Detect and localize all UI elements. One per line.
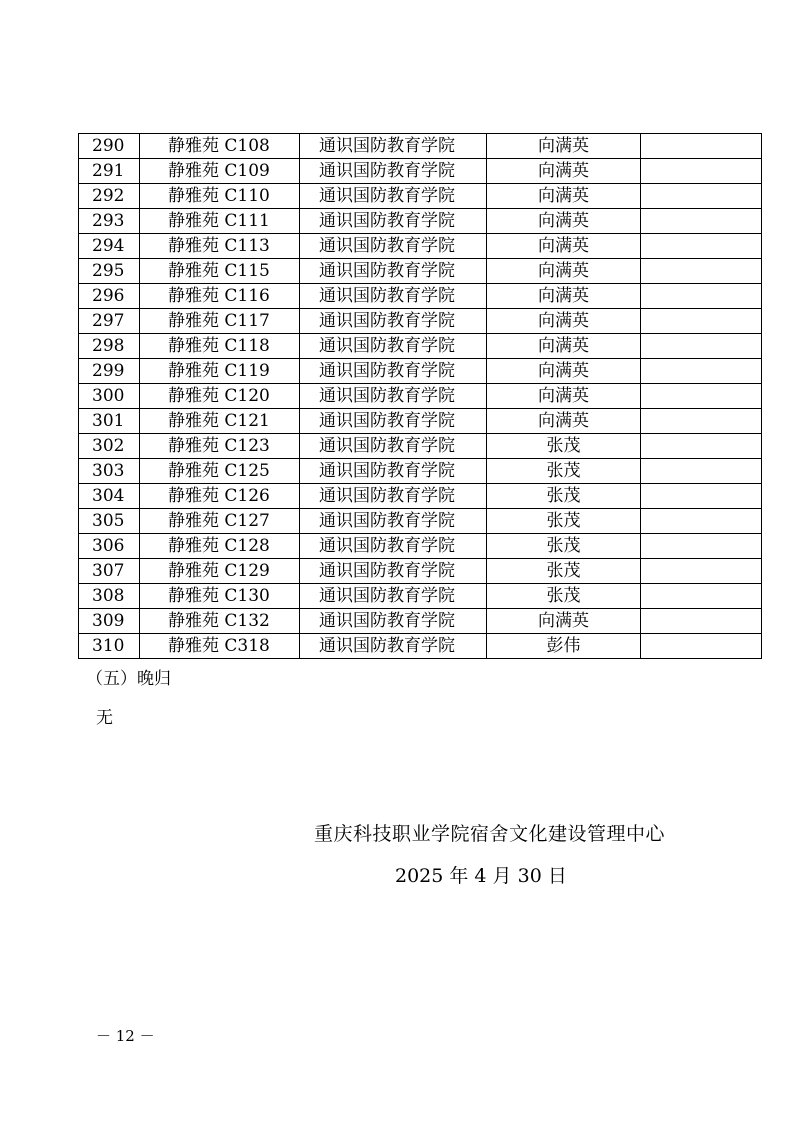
cell-person: 向满英 xyxy=(487,259,641,284)
cell-number: 308 xyxy=(79,584,140,609)
cell-college: 通识国防教育学院 xyxy=(300,284,487,309)
cell-note xyxy=(641,509,762,534)
cell-person: 向满英 xyxy=(487,609,641,634)
cell-note xyxy=(641,334,762,359)
cell-number: 299 xyxy=(79,359,140,384)
cell-college: 通识国防教育学院 xyxy=(300,559,487,584)
table-row xyxy=(79,559,762,584)
cell-number: 310 xyxy=(79,634,140,659)
cell-number: 307 xyxy=(79,559,140,584)
table-row xyxy=(79,459,762,484)
cell-person: 向满英 xyxy=(487,384,641,409)
cell-person: 张茂 xyxy=(487,534,641,559)
table-row xyxy=(79,334,762,359)
cell-note xyxy=(641,134,762,159)
cell-number: 306 xyxy=(79,534,140,559)
cell-note xyxy=(641,559,762,584)
cell-college: 通识国防教育学院 xyxy=(300,434,487,459)
section-body: 无 xyxy=(96,708,113,728)
cell-note xyxy=(641,209,762,234)
table-row xyxy=(79,259,762,284)
records-table xyxy=(78,133,762,659)
table-row xyxy=(79,209,762,234)
cell-college: 通识国防教育学院 xyxy=(300,209,487,234)
cell-note xyxy=(641,284,762,309)
cell-college: 通识国防教育学院 xyxy=(300,159,487,184)
cell-college: 通识国防教育学院 xyxy=(300,409,487,434)
cell-person: 向满英 xyxy=(487,409,641,434)
cell-person: 向满英 xyxy=(487,309,641,334)
cell-number: 297 xyxy=(79,309,140,334)
cell-room: 静雅苑 C130 xyxy=(140,584,300,609)
cell-note xyxy=(641,384,762,409)
cell-room: 静雅苑 C129 xyxy=(140,559,300,584)
cell-college: 通识国防教育学院 xyxy=(300,309,487,334)
table-row xyxy=(79,284,762,309)
cell-room: 静雅苑 C125 xyxy=(140,459,300,484)
table-row xyxy=(79,509,762,534)
table-row xyxy=(79,309,762,334)
records-table-container xyxy=(78,133,761,659)
table-row xyxy=(79,434,762,459)
cell-room: 静雅苑 C119 xyxy=(140,359,300,384)
cell-college: 通识国防教育学院 xyxy=(300,384,487,409)
signature-organization: 重庆科技职业学院宿舍文化建设管理中心 xyxy=(314,823,666,845)
cell-person: 向满英 xyxy=(487,184,641,209)
cell-person: 向满英 xyxy=(487,134,641,159)
cell-room: 静雅苑 C118 xyxy=(140,334,300,359)
cell-note xyxy=(641,409,762,434)
cell-room: 静雅苑 C116 xyxy=(140,284,300,309)
cell-college: 通识国防教育学院 xyxy=(300,484,487,509)
section-heading: （五）晚归 xyxy=(86,669,171,689)
cell-room: 静雅苑 C110 xyxy=(140,184,300,209)
cell-note xyxy=(641,359,762,384)
table-row xyxy=(79,584,762,609)
cell-college: 通识国防教育学院 xyxy=(300,609,487,634)
cell-person: 向满英 xyxy=(487,159,641,184)
cell-college: 通识国防教育学院 xyxy=(300,184,487,209)
cell-number: 296 xyxy=(79,284,140,309)
table-row xyxy=(79,159,762,184)
cell-room: 静雅苑 C120 xyxy=(140,384,300,409)
cell-note xyxy=(641,434,762,459)
cell-number: 303 xyxy=(79,459,140,484)
cell-college: 通识国防教育学院 xyxy=(300,334,487,359)
cell-room: 静雅苑 C123 xyxy=(140,434,300,459)
table-row xyxy=(79,484,762,509)
cell-room: 静雅苑 C117 xyxy=(140,309,300,334)
cell-note xyxy=(641,609,762,634)
cell-number: 294 xyxy=(79,234,140,259)
cell-person: 向满英 xyxy=(487,284,641,309)
cell-college: 通识国防教育学院 xyxy=(300,634,487,659)
cell-college: 通识国防教育学院 xyxy=(300,234,487,259)
signature-date: 2025 年 4 月 30 日 xyxy=(395,865,567,887)
cell-room: 静雅苑 C318 xyxy=(140,634,300,659)
cell-college: 通识国防教育学院 xyxy=(300,534,487,559)
cell-person: 张茂 xyxy=(487,459,641,484)
cell-person: 向满英 xyxy=(487,234,641,259)
cell-person: 张茂 xyxy=(487,509,641,534)
cell-room: 静雅苑 C111 xyxy=(140,209,300,234)
cell-person: 张茂 xyxy=(487,584,641,609)
cell-college: 通识国防教育学院 xyxy=(300,584,487,609)
cell-room: 静雅苑 C126 xyxy=(140,484,300,509)
cell-room: 静雅苑 C115 xyxy=(140,259,300,284)
cell-number: 291 xyxy=(79,159,140,184)
cell-person: 向满英 xyxy=(487,334,641,359)
cell-number: 301 xyxy=(79,409,140,434)
cell-number: 293 xyxy=(79,209,140,234)
cell-number: 309 xyxy=(79,609,140,634)
table-row xyxy=(79,534,762,559)
cell-room: 静雅苑 C132 xyxy=(140,609,300,634)
cell-college: 通识国防教育学院 xyxy=(300,459,487,484)
table-row xyxy=(79,634,762,659)
cell-room: 静雅苑 C128 xyxy=(140,534,300,559)
cell-number: 305 xyxy=(79,509,140,534)
cell-college: 通识国防教育学院 xyxy=(300,134,487,159)
cell-note xyxy=(641,259,762,284)
records-table-body xyxy=(79,134,762,659)
cell-person: 向满英 xyxy=(487,209,641,234)
cell-room: 静雅苑 C127 xyxy=(140,509,300,534)
page-number: － 12 － xyxy=(96,1027,155,1045)
cell-number: 304 xyxy=(79,484,140,509)
table-row xyxy=(79,609,762,634)
cell-room: 静雅苑 C109 xyxy=(140,159,300,184)
cell-number: 295 xyxy=(79,259,140,284)
cell-person: 张茂 xyxy=(487,559,641,584)
table-row xyxy=(79,359,762,384)
cell-number: 298 xyxy=(79,334,140,359)
cell-note xyxy=(641,309,762,334)
cell-note xyxy=(641,584,762,609)
cell-number: 300 xyxy=(79,384,140,409)
cell-note xyxy=(641,159,762,184)
cell-note xyxy=(641,459,762,484)
table-row xyxy=(79,234,762,259)
cell-number: 292 xyxy=(79,184,140,209)
cell-note xyxy=(641,234,762,259)
cell-note xyxy=(641,184,762,209)
cell-number: 302 xyxy=(79,434,140,459)
cell-room: 静雅苑 C108 xyxy=(140,134,300,159)
cell-person: 张茂 xyxy=(487,434,641,459)
table-row xyxy=(79,184,762,209)
cell-college: 通识国防教育学院 xyxy=(300,509,487,534)
cell-note xyxy=(641,484,762,509)
cell-note xyxy=(641,634,762,659)
cell-person: 张茂 xyxy=(487,484,641,509)
cell-note xyxy=(641,534,762,559)
table-row xyxy=(79,384,762,409)
cell-person: 向满英 xyxy=(487,359,641,384)
cell-room: 静雅苑 C113 xyxy=(140,234,300,259)
cell-college: 通识国防教育学院 xyxy=(300,359,487,384)
cell-person: 彭伟 xyxy=(487,634,641,659)
table-row xyxy=(79,134,762,159)
cell-college: 通识国防教育学院 xyxy=(300,259,487,284)
table-row xyxy=(79,409,762,434)
cell-room: 静雅苑 C121 xyxy=(140,409,300,434)
cell-number: 290 xyxy=(79,134,140,159)
